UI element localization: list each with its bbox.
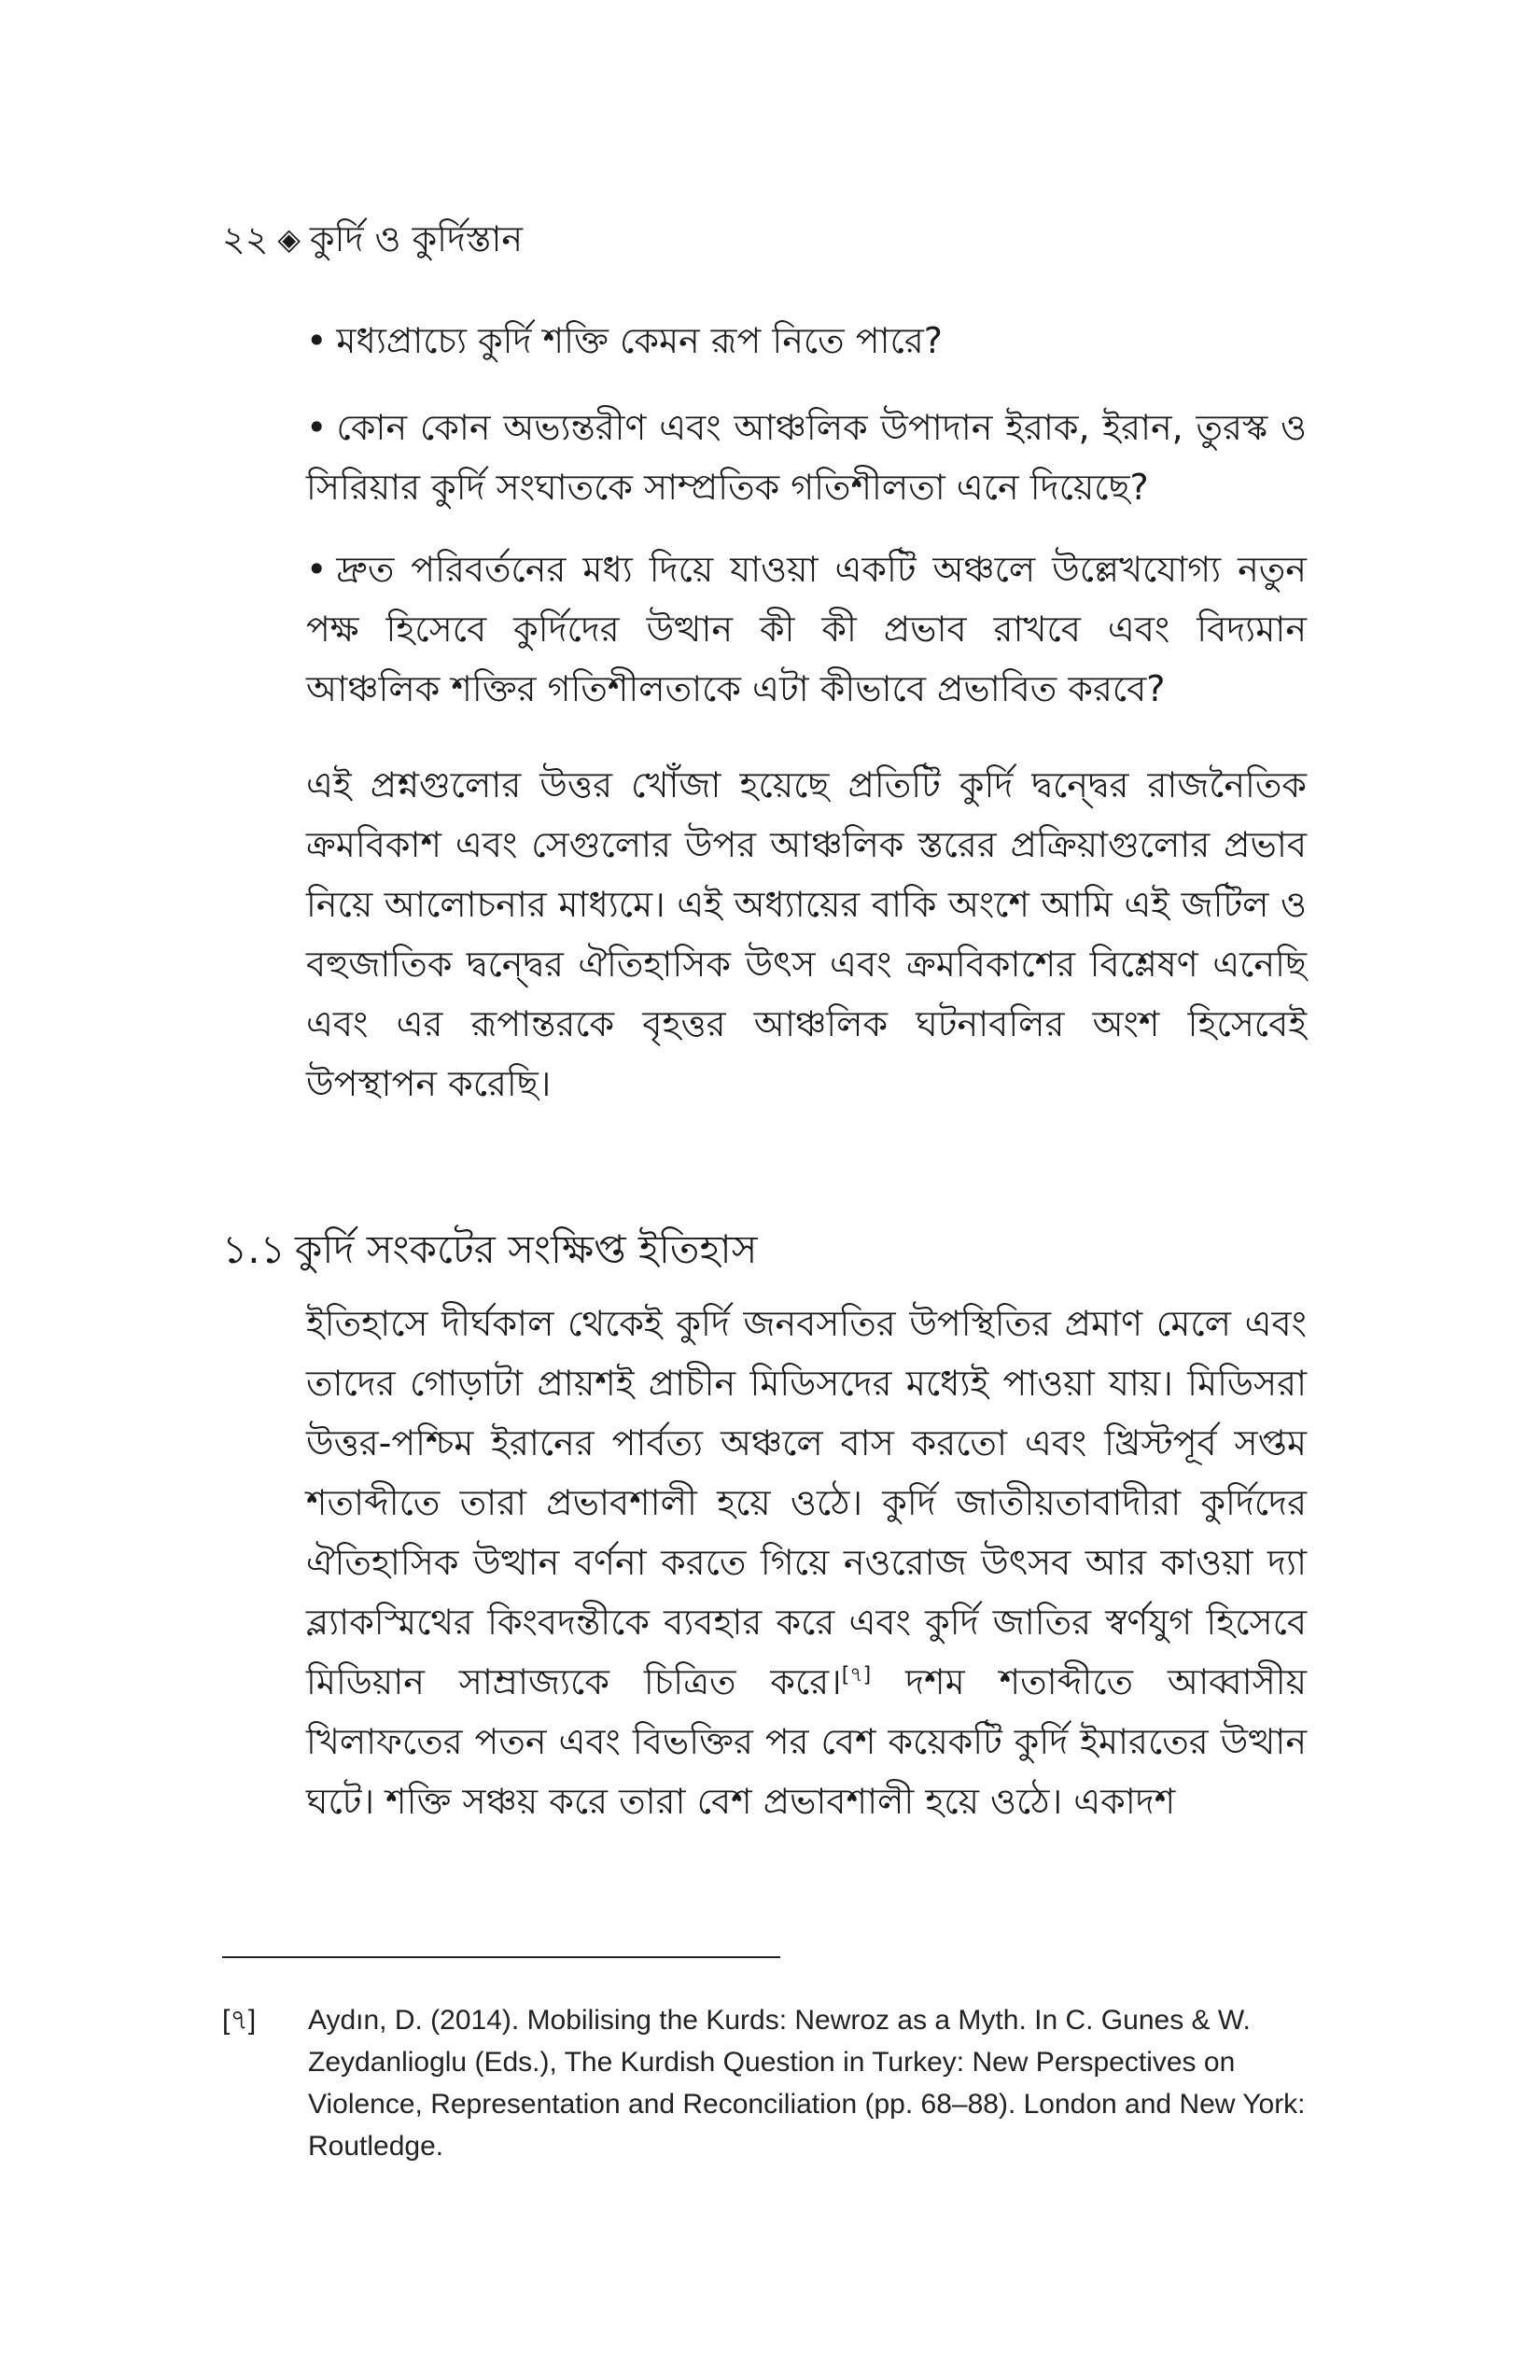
bullet-list-2: [306, 398, 1307, 517]
section-number: ১.১: [222, 1226, 286, 1272]
diamond-icon: ◈: [277, 221, 301, 257]
section-heading: [222, 1220, 757, 1280]
footnote-marker: [৭]: [222, 2005, 257, 2036]
paragraph-part-1: ইতিহাসে দীর্ঘকাল থেকেই কুর্দি জনবসতির উপস্থিতির প্রমাণ মেলে এবং তাদের গোড়াটা প্রায়শই প্রাচীন মিডিসদের মধ্যেই পাওয়া যায়। মিডিসরা উত্তর-পশ্চিম ইরানের পার্বত্য অঞ্চলে বাস করতো এবং খ্রিস্টপূর্ব সপ্তম শতাব্দীতে তারা প্রভাবশালী হয়ে ওঠে। কুর্দি জাতীয়তাবাদীরা কুর্দিদের ঐতিহাসিক উত্থান বর্ণনা করতে গিয়ে নওরোজ উৎসব আর কাওয়া দ্যা ব্ল্যাকস্মিথের কিংবদন্তীকে ব্যবহার করে এবং কুর্দি জাতির স্বর্ণযুগ হিসেবে মিডিয়ান সাম্রাজ্যকে চিত্রিত করে।: [306, 1303, 1307, 1702]
section-paragraph: [306, 1294, 1307, 1831]
bullet-text: কোন কোন অভ্যন্তরীণ এবং আঞ্চলিক উপাদান ইরাক, ইরান, তুরস্ক ও সিরিয়ার কুর্দি সংঘাতকে সাম্প্রতিক গতিশীলতা এনে দিয়েছে?: [306, 407, 1307, 508]
section-paragraph-text: [306, 1294, 1307, 1831]
bullet-icon: •: [306, 320, 328, 361]
page-number: ২২: [222, 218, 269, 259]
bullet-text: দ্রুত পরিবর্তনের মধ্য দিয়ে যাওয়া একটি অঞ্চলে উল্লেখযোগ্য নতুন পক্ষ হিসেবে কুর্দিদের উত্থান কী কী প্রভাব রাখবে এবং বিদ্যমান আঞ্চলিক শক্তির গতিশীলতাকে এটা কীভাবে প্রভাবিত করবে?: [306, 549, 1307, 709]
bullet-text: মধ্যপ্রাচ্যে কুর্দি শক্তি কেমন রূপ নিতে পারে?: [336, 320, 943, 361]
bullet-item-1: [306, 311, 1307, 371]
book-title: কুর্দি ও কুর্দিস্তান: [310, 218, 524, 259]
section-title: কুর্দি সংকটের সংক্ষিপ্ত ইতিহাস: [295, 1226, 758, 1272]
paragraph-part-2: দশম শতাব্দীতে আব্বাসীয় খিলাফতের পতন এবং বিভক্তির পর বেশ কয়েকটি কুর্দি ইমারতের উত্থান ঘটে। শক্তি সঞ্চয় করে তারা বেশ প্রভাবশালী হয়ে ওঠে। একাদশ: [306, 1661, 1307, 1822]
bullet-icon: •: [306, 549, 328, 590]
bullet-icon: •: [306, 407, 328, 448]
bullet-list: [306, 311, 1307, 371]
running-header: [222, 213, 523, 265]
bullet-item-2: [306, 398, 1307, 517]
footnote-text: Aydın, D. (2014). Mobilising the Kurds: Newroz as a Myth. In C. Gunes & W. Zeydanlioglu (Eds.), The Kurdish Question in Turkey: New Perspectives on Violence, Representation and Reconciliation (pp. 68–88). London and New York: Routledge.: [308, 2005, 1306, 2162]
footnote-reference[interactable]: [৭]: [841, 1663, 872, 1687]
intro-paragraph: [306, 755, 1307, 1113]
footnote: [222, 1999, 1307, 2167]
bullet-list-3: [306, 539, 1307, 719]
bullet-item-3: [306, 539, 1307, 719]
footnote-divider: [222, 1956, 780, 1958]
intro-paragraph-text: এই প্রশ্নগুলোর উত্তর খোঁজা হয়েছে প্রতিটি কুর্দি দ্বন্দ্বের রাজনৈতিক ক্রমবিকাশ এবং সেগুলোর উপর আঞ্চলিক স্তরের প্রক্রিয়াগুলোর প্রভাব নিয়ে আলোচনার মাধ্যমে। এই অধ্যায়ের বাকি অংশে আমি এই জটিল ও বহুজাতিক দ্বন্দ্বের ঐতিহাসিক উৎস এবং ক্রমবিকাশের বিশ্লেষণ এনেছি এবং এর রূপান্তরকে বৃহত্তর আঞ্চলিক ঘটনাবলির অংশ হিসেবেই উপস্থাপন করেছি।: [306, 764, 1307, 1104]
